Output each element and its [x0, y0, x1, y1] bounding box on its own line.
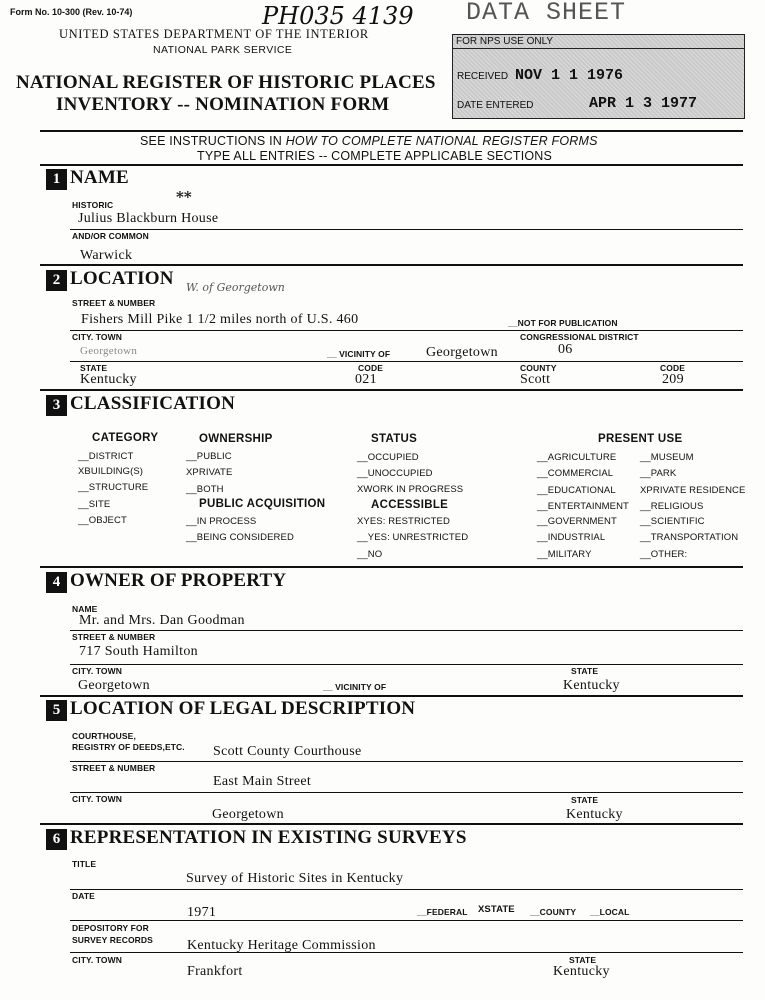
depository-value: Kentucky Heritage Commission — [187, 938, 376, 953]
category-district[interactable]: __DISTRICT — [78, 451, 134, 462]
section-2-rule — [40, 389, 743, 391]
street-value: Fishers Mill Pike 1 1/2 miles north of U.S. 460 — [81, 312, 359, 327]
use-entertainment[interactable]: __ENTERTAINMENT — [537, 501, 629, 512]
owner-state-value: Kentucky — [563, 678, 620, 693]
vicinity-value: Georgetown — [426, 345, 498, 360]
form-title-line2: INVENTORY -- NOMINATION FORM — [56, 94, 390, 115]
section-4-rule — [40, 695, 743, 697]
instructions-line2: TYPE ALL ENTRIES -- COMPLETE APPLICABLE SECTIONS — [197, 149, 553, 163]
use-museum[interactable]: __MUSEUM — [640, 452, 694, 463]
acquisition-in-process[interactable]: __IN PROCESS — [186, 516, 257, 527]
survey-state-value: Kentucky — [553, 964, 610, 979]
section-title-surveys: REPRESENTATION IN EXISTING SURVEYS — [70, 827, 467, 848]
section-number-4: 4 — [46, 572, 67, 593]
survey-state[interactable]: XSTATE — [478, 904, 515, 915]
historic-rule — [70, 229, 743, 230]
use-private-residence[interactable]: XPRIVATE RESIDENCE — [640, 485, 746, 496]
courthouse-value: Scott County Courthouse — [213, 744, 362, 759]
nps-box-divider — [453, 48, 744, 49]
category-object[interactable]: __OBJECT — [78, 515, 127, 526]
street-rule — [70, 330, 743, 331]
use-park[interactable]: __PARK — [640, 468, 677, 479]
historic-mark: ** — [176, 188, 192, 206]
use-military[interactable]: __MILITARY — [537, 549, 592, 560]
legal-street-label: STREET & NUMBER — [72, 763, 156, 773]
section-3-rule — [40, 566, 743, 568]
survey-title-rule — [70, 889, 743, 890]
courthouse-label-line1: COURTHOUSE, — [72, 731, 136, 741]
category-structure[interactable]: __STRUCTURE — [78, 482, 149, 493]
service: NATIONAL PARK SERVICE — [153, 44, 293, 56]
section-title-location: LOCATION — [70, 268, 174, 289]
section-number-5: 5 — [46, 700, 67, 721]
owner-city-value: Georgetown — [78, 678, 150, 693]
historic-label: HISTORIC — [72, 200, 114, 210]
survey-title-value: Survey of Historic Sites in Kentucky — [186, 871, 404, 886]
congressional-district-label: CONGRESSIONAL DISTRICT — [520, 332, 639, 342]
section-title-legal-description: LOCATION OF LEGAL DESCRIPTION — [70, 698, 416, 719]
state-value: Kentucky — [80, 372, 137, 387]
received-label: RECEIVED — [457, 71, 509, 82]
vicinity-label: __ VICINITY OF — [327, 349, 391, 359]
owner-name-label: NAME — [72, 604, 98, 614]
category-buildings[interactable]: XBUILDING(S) — [78, 466, 144, 477]
city-label: CITY. TOWN — [72, 332, 122, 342]
county-code-value: 209 — [662, 372, 684, 387]
depository-label-line1: DEPOSITORY FOR — [72, 923, 149, 933]
survey-federal[interactable]: __FEDERAL — [417, 907, 468, 917]
category-site[interactable]: __SITE — [78, 499, 111, 510]
section-number-2: 2 — [46, 270, 67, 291]
congressional-district-value: 06 — [558, 342, 573, 357]
owner-street-label: STREET & NUMBER — [72, 632, 156, 642]
use-commercial[interactable]: __COMMERCIAL — [537, 468, 614, 479]
acquisition-being-considered[interactable]: __BEING CONSIDERED — [186, 532, 294, 543]
depository-label-line2: SURVEY RECORDS — [72, 935, 153, 945]
survey-title-label: TITLE — [72, 859, 97, 869]
section-title-owner: OWNER OF PROPERTY — [70, 570, 287, 591]
state-label: STATE — [80, 363, 108, 373]
section-number-1: 1 — [46, 169, 67, 190]
nps-box-title: FOR NPS USE ONLY — [456, 36, 554, 47]
historic-name-value: Julius Blackburn House — [78, 211, 219, 226]
survey-city-value: Frankfort — [187, 964, 243, 979]
owner-vicinity-label: __ VICINITY OF — [323, 682, 387, 692]
use-religious[interactable]: __RELIGIOUS — [640, 501, 704, 512]
survey-local[interactable]: __LOCAL — [590, 907, 630, 917]
county-code-label: CODE — [660, 363, 685, 373]
ownership-private[interactable]: XPRIVATE — [186, 467, 233, 478]
section-5-rule — [40, 823, 743, 825]
section-title-classification: CLASSIFICATION — [70, 393, 236, 414]
survey-date-value: 1971 — [187, 905, 217, 920]
courthouse-rule — [70, 761, 743, 762]
common-name-value: Warwick — [80, 248, 133, 263]
survey-date-rule — [70, 920, 743, 921]
use-scientific[interactable]: __SCIENTIFIC — [640, 516, 705, 527]
use-transportation[interactable]: __TRANSPORTATION — [640, 532, 739, 543]
ownership-header: OWNERSHIP — [199, 433, 273, 445]
legal-state-value: Kentucky — [566, 807, 623, 822]
instructions-line1: SEE INSTRUCTIONS IN HOW TO COMPLETE NATIONAL REGISTER FORMS — [140, 134, 598, 148]
received-date: NOV 1 1 1976 — [515, 67, 624, 84]
instructions-rule — [40, 164, 743, 166]
owner-name-value: Mr. and Mrs. Dan Goodman — [79, 613, 245, 628]
owner-name-rule — [70, 630, 743, 631]
depository-rule — [70, 952, 743, 953]
ownership-both[interactable]: __BOTH — [186, 484, 224, 495]
accessible-yes-unrestricted[interactable]: __YES: UNRESTRICTED — [357, 532, 469, 543]
use-agriculture[interactable]: __AGRICULTURE — [537, 452, 617, 463]
date-entered-value: APR 1 3 1977 — [589, 95, 698, 112]
accessible-yes-restricted[interactable]: XYES: RESTRICTED — [357, 516, 450, 527]
not-for-publication: __NOT FOR PUBLICATION — [508, 318, 618, 328]
city-rule — [70, 361, 743, 362]
section-number-3: 3 — [46, 395, 67, 416]
ownership-public[interactable]: __PUBLIC — [186, 451, 232, 462]
owner-street-value: 717 South Hamilton — [79, 644, 198, 659]
legal-state-label: STATE — [571, 795, 599, 805]
city-value: Georgetown — [80, 345, 138, 357]
section-title-name: NAME — [70, 167, 129, 188]
form-title-line1: NATIONAL REGISTER OF HISTORIC PLACES — [16, 72, 436, 93]
public-acquisition-header: PUBLIC ACQUISITION — [199, 498, 326, 510]
street-label: STREET & NUMBER — [72, 298, 156, 308]
owner-city-label: CITY. TOWN — [72, 666, 122, 676]
data-sheet-stamp: DATA SHEET — [466, 0, 627, 27]
common-label: AND/OR COMMON — [72, 231, 149, 241]
use-other[interactable]: __OTHER: — [640, 549, 688, 560]
owner-state-label: STATE — [571, 666, 599, 676]
status-occupied[interactable]: __OCCUPIED — [357, 452, 419, 463]
section-1-rule — [40, 264, 743, 266]
status-header: STATUS — [371, 433, 418, 445]
owner-street-rule — [70, 664, 743, 665]
legal-city-label: CITY. TOWN — [72, 794, 122, 804]
accessible-header: ACCESSIBLE — [371, 499, 449, 511]
legal-city-value: Georgetown — [212, 807, 284, 822]
form-number: Form No. 10-300 (Rev. 10-74) — [10, 7, 133, 17]
state-code-value: 021 — [355, 372, 377, 387]
nps-use-box — [452, 34, 745, 119]
survey-state-label: STATE — [569, 955, 597, 965]
legal-street-value: East Main Street — [213, 774, 312, 789]
courthouse-label-line2: REGISTRY OF DEEDS,ETC. — [72, 742, 185, 752]
present-use-header: PRESENT USE — [598, 433, 683, 445]
code-label: CODE — [358, 363, 383, 373]
status-unoccupied[interactable]: __UNOCCUPIED — [357, 468, 433, 479]
county-value: Scott — [520, 372, 551, 387]
use-educational[interactable]: __EDUCATIONAL — [537, 485, 616, 496]
survey-county[interactable]: __COUNTY — [530, 907, 577, 917]
date-entered-label: DATE ENTERED — [457, 100, 534, 111]
handwritten-id: PH035 4139 — [262, 2, 414, 30]
county-label: COUNTY — [520, 363, 557, 373]
survey-date-label: DATE — [72, 891, 95, 901]
accessible-no[interactable]: __NO — [357, 549, 383, 560]
status-work-in-progress[interactable]: XWORK IN PROGRESS — [357, 484, 464, 495]
use-government[interactable]: __GOVERNMENT — [537, 516, 617, 527]
use-industrial[interactable]: __INDUSTRIAL — [537, 532, 606, 543]
department: UNITED STATES DEPARTMENT OF THE INTERIOR — [59, 27, 369, 41]
legal-street-rule — [70, 792, 743, 793]
section-number-6: 6 — [46, 829, 67, 850]
category-header: CATEGORY — [92, 432, 159, 444]
survey-city-label: CITY. TOWN — [72, 955, 122, 965]
handwritten-location-note: W. of Georgetown — [186, 281, 285, 294]
header-rule — [40, 130, 743, 132]
